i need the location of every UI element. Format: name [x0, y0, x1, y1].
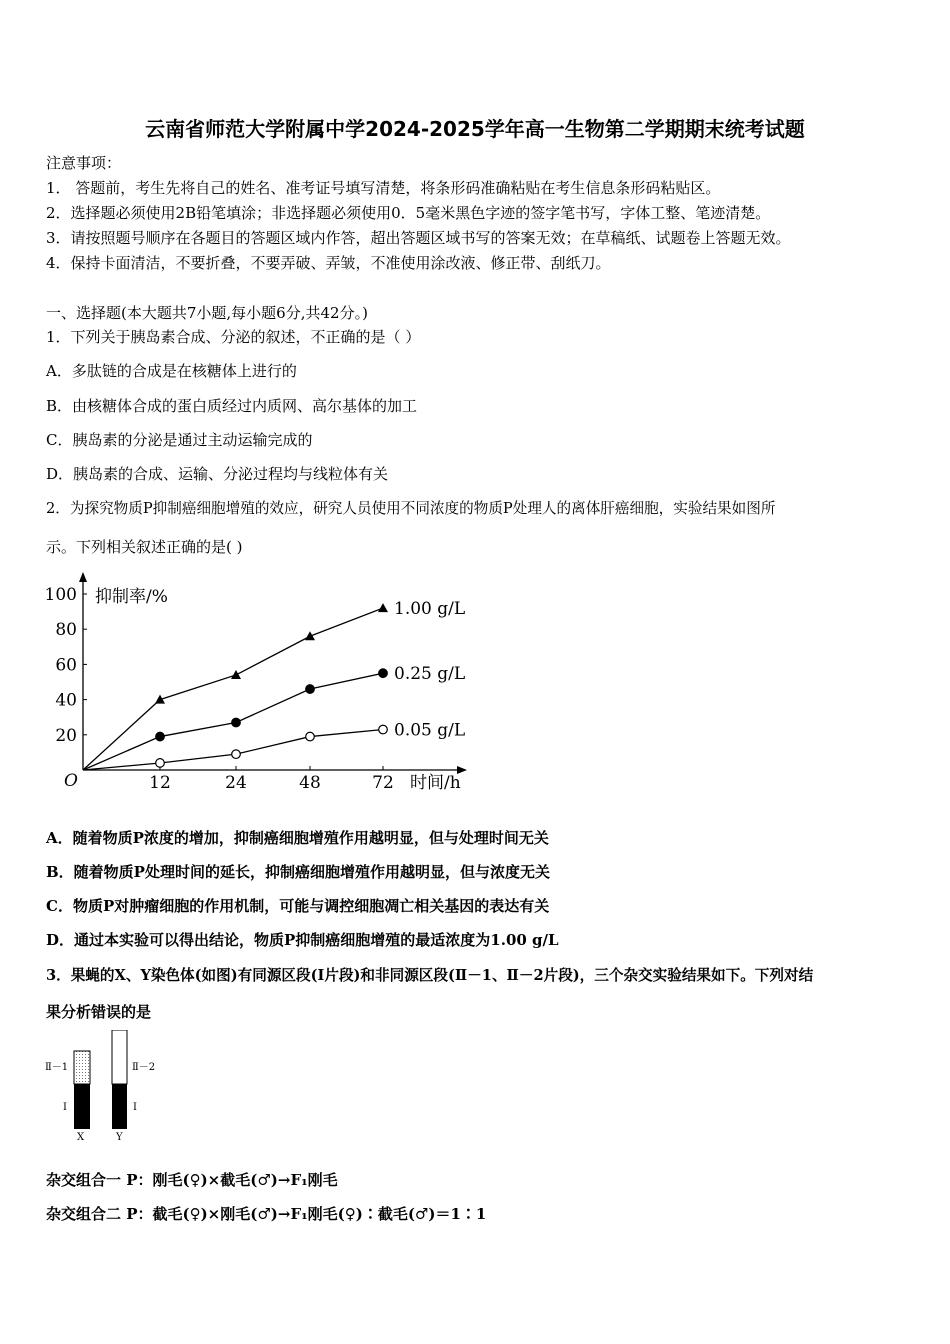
x-axis-label: 时间/h: [410, 773, 461, 793]
x-tick-label: 72: [372, 773, 394, 793]
y-tick-label: 20: [55, 725, 77, 746]
notice-item: 3．请按照题号顺序在各题目的答题区域内作答，超出答题区域书写的答案无效；在草稿纸、试题卷上答题无效。: [46, 229, 791, 247]
question-1-option-d: D．胰岛素的合成、运输、分泌过程均与线粒体有关: [46, 465, 389, 483]
data-point-circle: [306, 685, 315, 694]
data-point-circle: [306, 732, 315, 741]
label-i-right: Ⅰ: [133, 1102, 137, 1113]
y-segment-i: [112, 1084, 127, 1129]
notice-item: 2．选择题必须使用2B铅笔填涂；非选择题必须使用0．5毫米黑色字迹的签字笔书写，字体工整、笔迹清楚。: [46, 204, 771, 222]
x-tick-label: 48: [299, 773, 321, 793]
label-x: X: [77, 1132, 85, 1143]
label-y: Y: [116, 1132, 123, 1143]
page-title: 云南省师范大学附属中学2024-2025学年高一生物第二学期期末统考试题: [145, 117, 805, 141]
data-point-circle: [379, 669, 388, 678]
series-line: [83, 608, 383, 770]
x-segment-ii-1: [74, 1051, 90, 1084]
y-tick-label: 40: [55, 690, 77, 711]
section-heading: 一、选择题(本大题共7小题,每小题6分,共42分。): [46, 304, 368, 322]
cross-1: 杂交组合一 P：刚毛(♀)×截毛(♂)→F₁刚毛: [46, 1171, 338, 1189]
x-segment-i: [74, 1084, 90, 1129]
question-3-stem-cont: 果分析错误的是: [46, 1003, 152, 1021]
notice-item: 4．保持卡面清洁，不要折叠，不要弄破、弄皱，不准使用涂改液、修正带、刮纸刀。: [46, 254, 611, 272]
y-axis-arrow: [79, 572, 87, 582]
data-point-circle: [232, 750, 241, 759]
question-1-option-a: A．多肽链的合成是在核糖体上进行的: [46, 362, 297, 380]
question-1-option-b: B．由核糖体合成的蛋白质经过内质网、高尔基体的加工: [46, 397, 418, 415]
y-tick-label: 60: [55, 655, 77, 676]
data-point-triangle: [378, 603, 388, 612]
notice-heading: 注意事项：: [46, 154, 122, 172]
label-ii-1: Ⅱ－1: [45, 1062, 69, 1073]
y-tick-label: 100: [44, 585, 77, 605]
xy-chromosome-figure: [40, 1030, 180, 1145]
x-tick-label: 24: [225, 773, 247, 793]
y-axis-label: 抑制率/%: [95, 587, 168, 607]
cross-2: 杂交组合二 P：截毛(♀)×刚毛(♂)→F₁刚毛(♀)∶截毛(♂)＝1∶1: [46, 1205, 487, 1223]
series-label: 1.00 g/L: [394, 599, 466, 620]
label-ii-2: Ⅱ－2: [132, 1062, 156, 1073]
origin-label: O: [64, 771, 78, 791]
series-label: 0.25 g/L: [394, 664, 466, 685]
question-2-option-c: C．物质P对肿瘤细胞的作用机制，可能与调控细胞凋亡相关基因的表达有关: [46, 897, 550, 915]
data-point-triangle: [305, 631, 315, 640]
question-2-option-d: D．通过本实验可以得出结论，物质P抑制癌细胞增殖的最适浓度为1.00 g/L: [46, 931, 559, 949]
question-2-option-a: A．随着物质P浓度的增加，抑制癌细胞增殖作用越明显，但与处理时间无关: [46, 829, 549, 847]
question-2-stem-cont: 示。下列相关叙述正确的是( ): [46, 538, 243, 556]
y-segment-ii-2: [112, 1030, 127, 1084]
question-1-option-c: C．胰岛素的分泌是通过主动运输完成的: [46, 431, 313, 449]
label-i-left: Ⅰ: [63, 1102, 67, 1113]
question-2-option-b: B．随着物质P处理时间的延长，抑制癌细胞增殖作用越明显，但与浓度无关: [46, 863, 550, 881]
data-point-circle: [379, 725, 388, 734]
data-point-circle: [232, 718, 241, 727]
x-tick-label: 12: [149, 773, 171, 793]
series-label: 0.05 g/L: [394, 720, 466, 741]
notice-item: 1． 答题前，考生先将自己的姓名、准考证号填写清楚，将条形码准确粘贴在考生信息条形码粘贴区。: [46, 179, 721, 197]
data-point-circle: [156, 759, 165, 768]
data-point-circle: [156, 732, 165, 741]
question-2-stem: 2．为探究物质P抑制癌细胞增殖的效应，研究人员使用不同浓度的物质P处理人的离体肝癌细胞，实验结果如图所: [46, 500, 776, 517]
y-tick-label: 80: [55, 620, 77, 641]
question-3-stem: 3．果蝇的X、Y染色体(如图)有同源区段(Ⅰ片段)和非同源区段(Ⅱ－1、Ⅱ－2片段)，三个杂交实验结果如下。下列对结: [46, 967, 814, 984]
question-1-stem: 1．下列关于胰岛素合成、分泌的叙述，不正确的是（ ）: [46, 328, 421, 346]
data-point-triangle: [231, 670, 241, 679]
